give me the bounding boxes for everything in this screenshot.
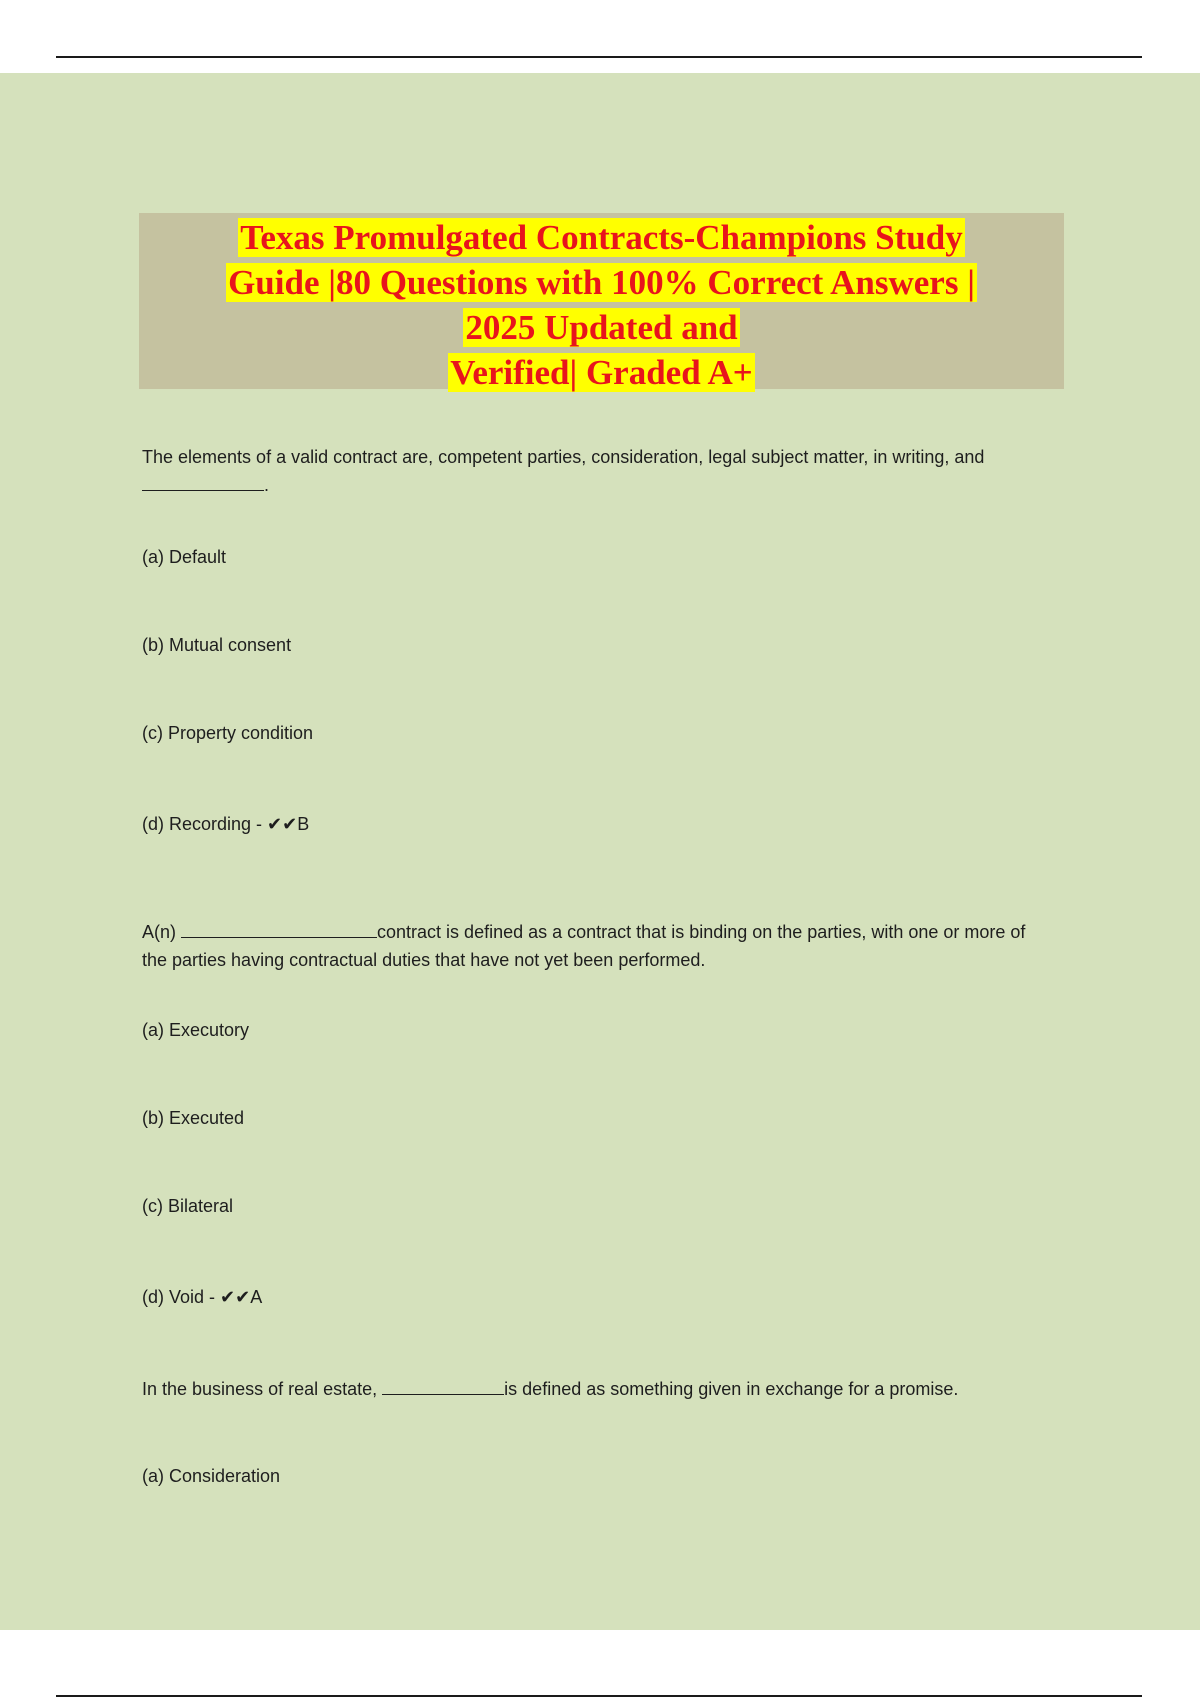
- answer-blank: [142, 472, 264, 491]
- title-line-4: Verified| Graded A+: [450, 353, 753, 392]
- document-page: [0, 73, 1200, 1630]
- question-2-stem-end: contract is defined as a contract that is binding on the parties, with one or more of the parties having contractual duties that have not yet been performed.: [142, 922, 1026, 970]
- document-title: [139, 213, 1064, 392]
- question-1-option-a: (a) Default: [142, 547, 227, 567]
- question-3-option-a: (a) Consideration: [142, 1466, 281, 1486]
- question-1-stem-end: .: [264, 475, 270, 495]
- question-3: [142, 1375, 1052, 1403]
- title-line-2: Guide |80 Questions with 100% Correct Answers |: [228, 263, 975, 302]
- question-2: [142, 918, 1052, 974]
- question-2-option-d: (d) Void - ✔✔A: [142, 1287, 263, 1307]
- footer-rule: [56, 1695, 1142, 1697]
- question-3-stem-start: In the business of real estate,: [142, 1379, 378, 1399]
- answer-blank: [181, 919, 377, 938]
- question-1-stem-start: The elements of a valid contract are, competent parties, consideration, legal subject matter, in writing, and: [142, 447, 985, 467]
- question-1: [142, 443, 1052, 499]
- header-rule: [56, 56, 1142, 58]
- answer-blank: [382, 1376, 504, 1395]
- question-3-stem-end: is defined as something given in exchange for a promise.: [504, 1379, 959, 1399]
- question-1-option-d: (d) Recording - ✔✔B: [142, 814, 310, 834]
- title-line-1: Texas Promulgated Contracts-Champions Study: [240, 218, 963, 257]
- title-line-3: 2025 Updated and: [465, 308, 738, 347]
- question-1-option-b: (b) Mutual consent: [142, 635, 292, 655]
- question-2-option-a: (a) Executory: [142, 1020, 250, 1040]
- question-1-option-c: (c) Property condition: [142, 723, 314, 743]
- question-2-stem-start: A(n): [142, 922, 177, 942]
- question-2-option-b: (b) Executed: [142, 1108, 245, 1128]
- question-2-option-c: (c) Bilateral: [142, 1196, 234, 1216]
